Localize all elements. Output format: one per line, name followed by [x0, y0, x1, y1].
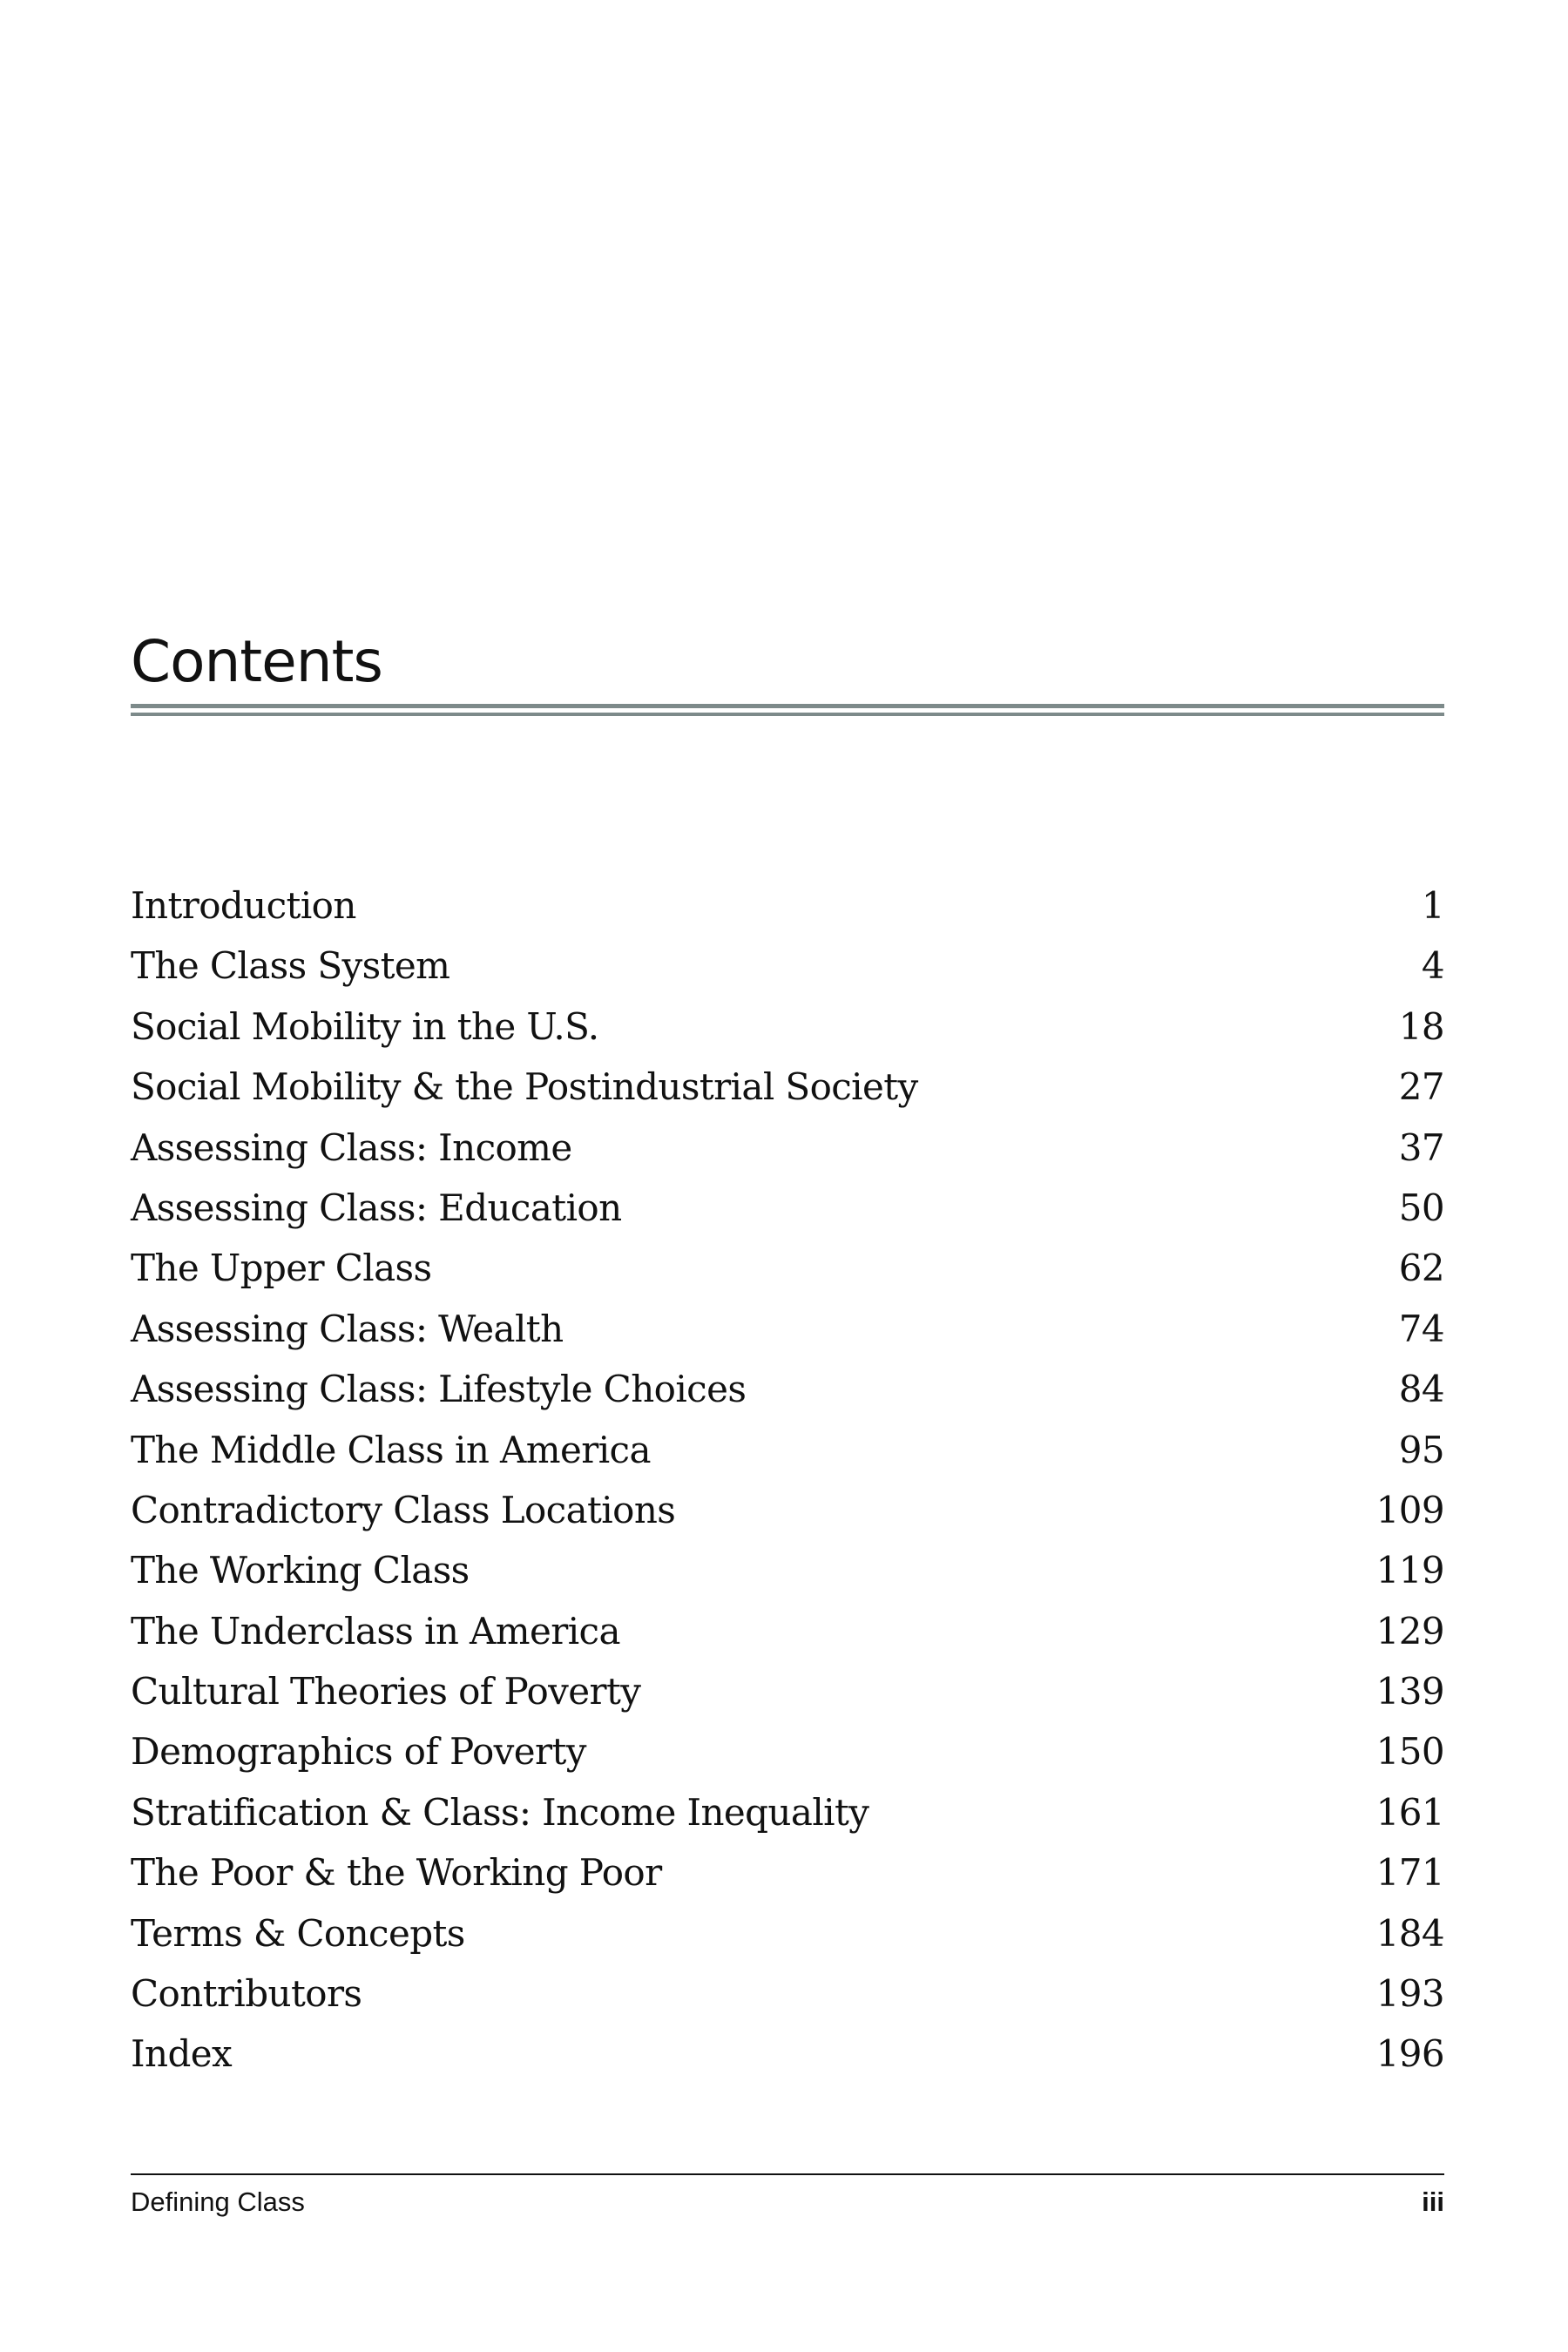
toc-entry-page: 84 — [1398, 1368, 1444, 1411]
footer-rule — [131, 2173, 1444, 2175]
toc-entry-page: 161 — [1375, 1790, 1444, 1834]
toc-entry-title: Assessing Class: Lifestyle Choices — [131, 1368, 747, 1411]
toc-entry — [131, 1601, 1444, 1661]
toc-entry-page: 193 — [1375, 1972, 1444, 2016]
title-rule-upper — [131, 704, 1444, 708]
title-rule-lower — [131, 713, 1444, 716]
toc-entry-title: Contributors — [131, 1972, 362, 2016]
toc-entry — [131, 1299, 1444, 1359]
toc-entry-title: Assessing Class: Income — [131, 1125, 572, 1169]
toc-entry-page: 95 — [1398, 1428, 1444, 1471]
toc-entry-title: Contradictory Class Locations — [131, 1488, 676, 1531]
toc-entry — [131, 1842, 1444, 1903]
toc-entry — [131, 1903, 1444, 1963]
toc-entry-title: The Middle Class in America — [131, 1428, 651, 1471]
toc-entry — [131, 997, 1444, 1057]
toc-entry-page: 139 — [1375, 1670, 1444, 1713]
toc-entry — [131, 1238, 1444, 1298]
toc-entry — [131, 1118, 1444, 1178]
toc-entry-page: 18 — [1398, 1004, 1444, 1048]
footer-book-title: Defining Class — [131, 2186, 305, 2217]
toc-entry — [131, 1420, 1444, 1480]
toc-entry-title: The Upper Class — [131, 1247, 432, 1290]
footer-page-number: iii — [1422, 2186, 1444, 2217]
toc-entry-page: 184 — [1375, 1911, 1444, 1955]
toc-entry-page: 74 — [1398, 1307, 1444, 1350]
toc-entry-page: 62 — [1398, 1247, 1444, 1290]
toc-entry-title: The Class System — [131, 944, 450, 988]
toc-entry — [131, 1661, 1444, 1721]
toc-entry-page: 37 — [1398, 1125, 1444, 1169]
toc-entry-title: Assessing Class: Education — [131, 1186, 622, 1229]
toc-entry-page: 27 — [1398, 1065, 1444, 1109]
toc-entry — [131, 1057, 1444, 1117]
toc-entry-page: 119 — [1375, 1549, 1444, 1592]
toc-entry — [131, 875, 1444, 936]
toc-entry-page: 150 — [1375, 1730, 1444, 1774]
toc-entry-page: 4 — [1421, 944, 1444, 988]
toc-entry — [131, 2024, 1444, 2084]
page-title: Contents — [131, 628, 382, 695]
toc-entry — [131, 1540, 1444, 1600]
toc-entry-title: Index — [131, 2032, 233, 2076]
toc-entry — [131, 1721, 1444, 1781]
toc-entry-title: Social Mobility in the U.S. — [131, 1004, 599, 1048]
toc-entry-title: Assessing Class: Wealth — [131, 1307, 564, 1350]
toc-entry — [131, 1480, 1444, 1540]
toc-entry-page: 171 — [1375, 1851, 1444, 1895]
toc-entry-title: Social Mobility & the Postindustrial Society — [131, 1065, 918, 1109]
toc-entry-title: Stratification & Class: Income Inequality — [131, 1790, 869, 1834]
toc-entry — [131, 1359, 1444, 1419]
toc-entry-title: The Poor & the Working Poor — [131, 1851, 662, 1895]
toc-entry-page: 196 — [1375, 2032, 1444, 2076]
table-of-contents — [131, 875, 1444, 2085]
toc-entry-title: Introduction — [131, 884, 356, 927]
toc-entry-page: 109 — [1375, 1488, 1444, 1531]
toc-entry — [131, 1782, 1444, 1842]
toc-entry — [131, 1178, 1444, 1238]
toc-entry-title: Cultural Theories of Poverty — [131, 1670, 641, 1713]
toc-entry-title: Demographics of Poverty — [131, 1730, 586, 1774]
toc-entry — [131, 1963, 1444, 2024]
toc-entry-page: 50 — [1398, 1186, 1444, 1229]
toc-entry — [131, 936, 1444, 996]
toc-entry-title: The Underclass in America — [131, 1609, 620, 1652]
toc-entry-page: 129 — [1375, 1609, 1444, 1652]
toc-entry-title: Terms & Concepts — [131, 1911, 465, 1955]
toc-entry-page: 1 — [1421, 884, 1444, 927]
toc-entry-title: The Working Class — [131, 1549, 470, 1592]
